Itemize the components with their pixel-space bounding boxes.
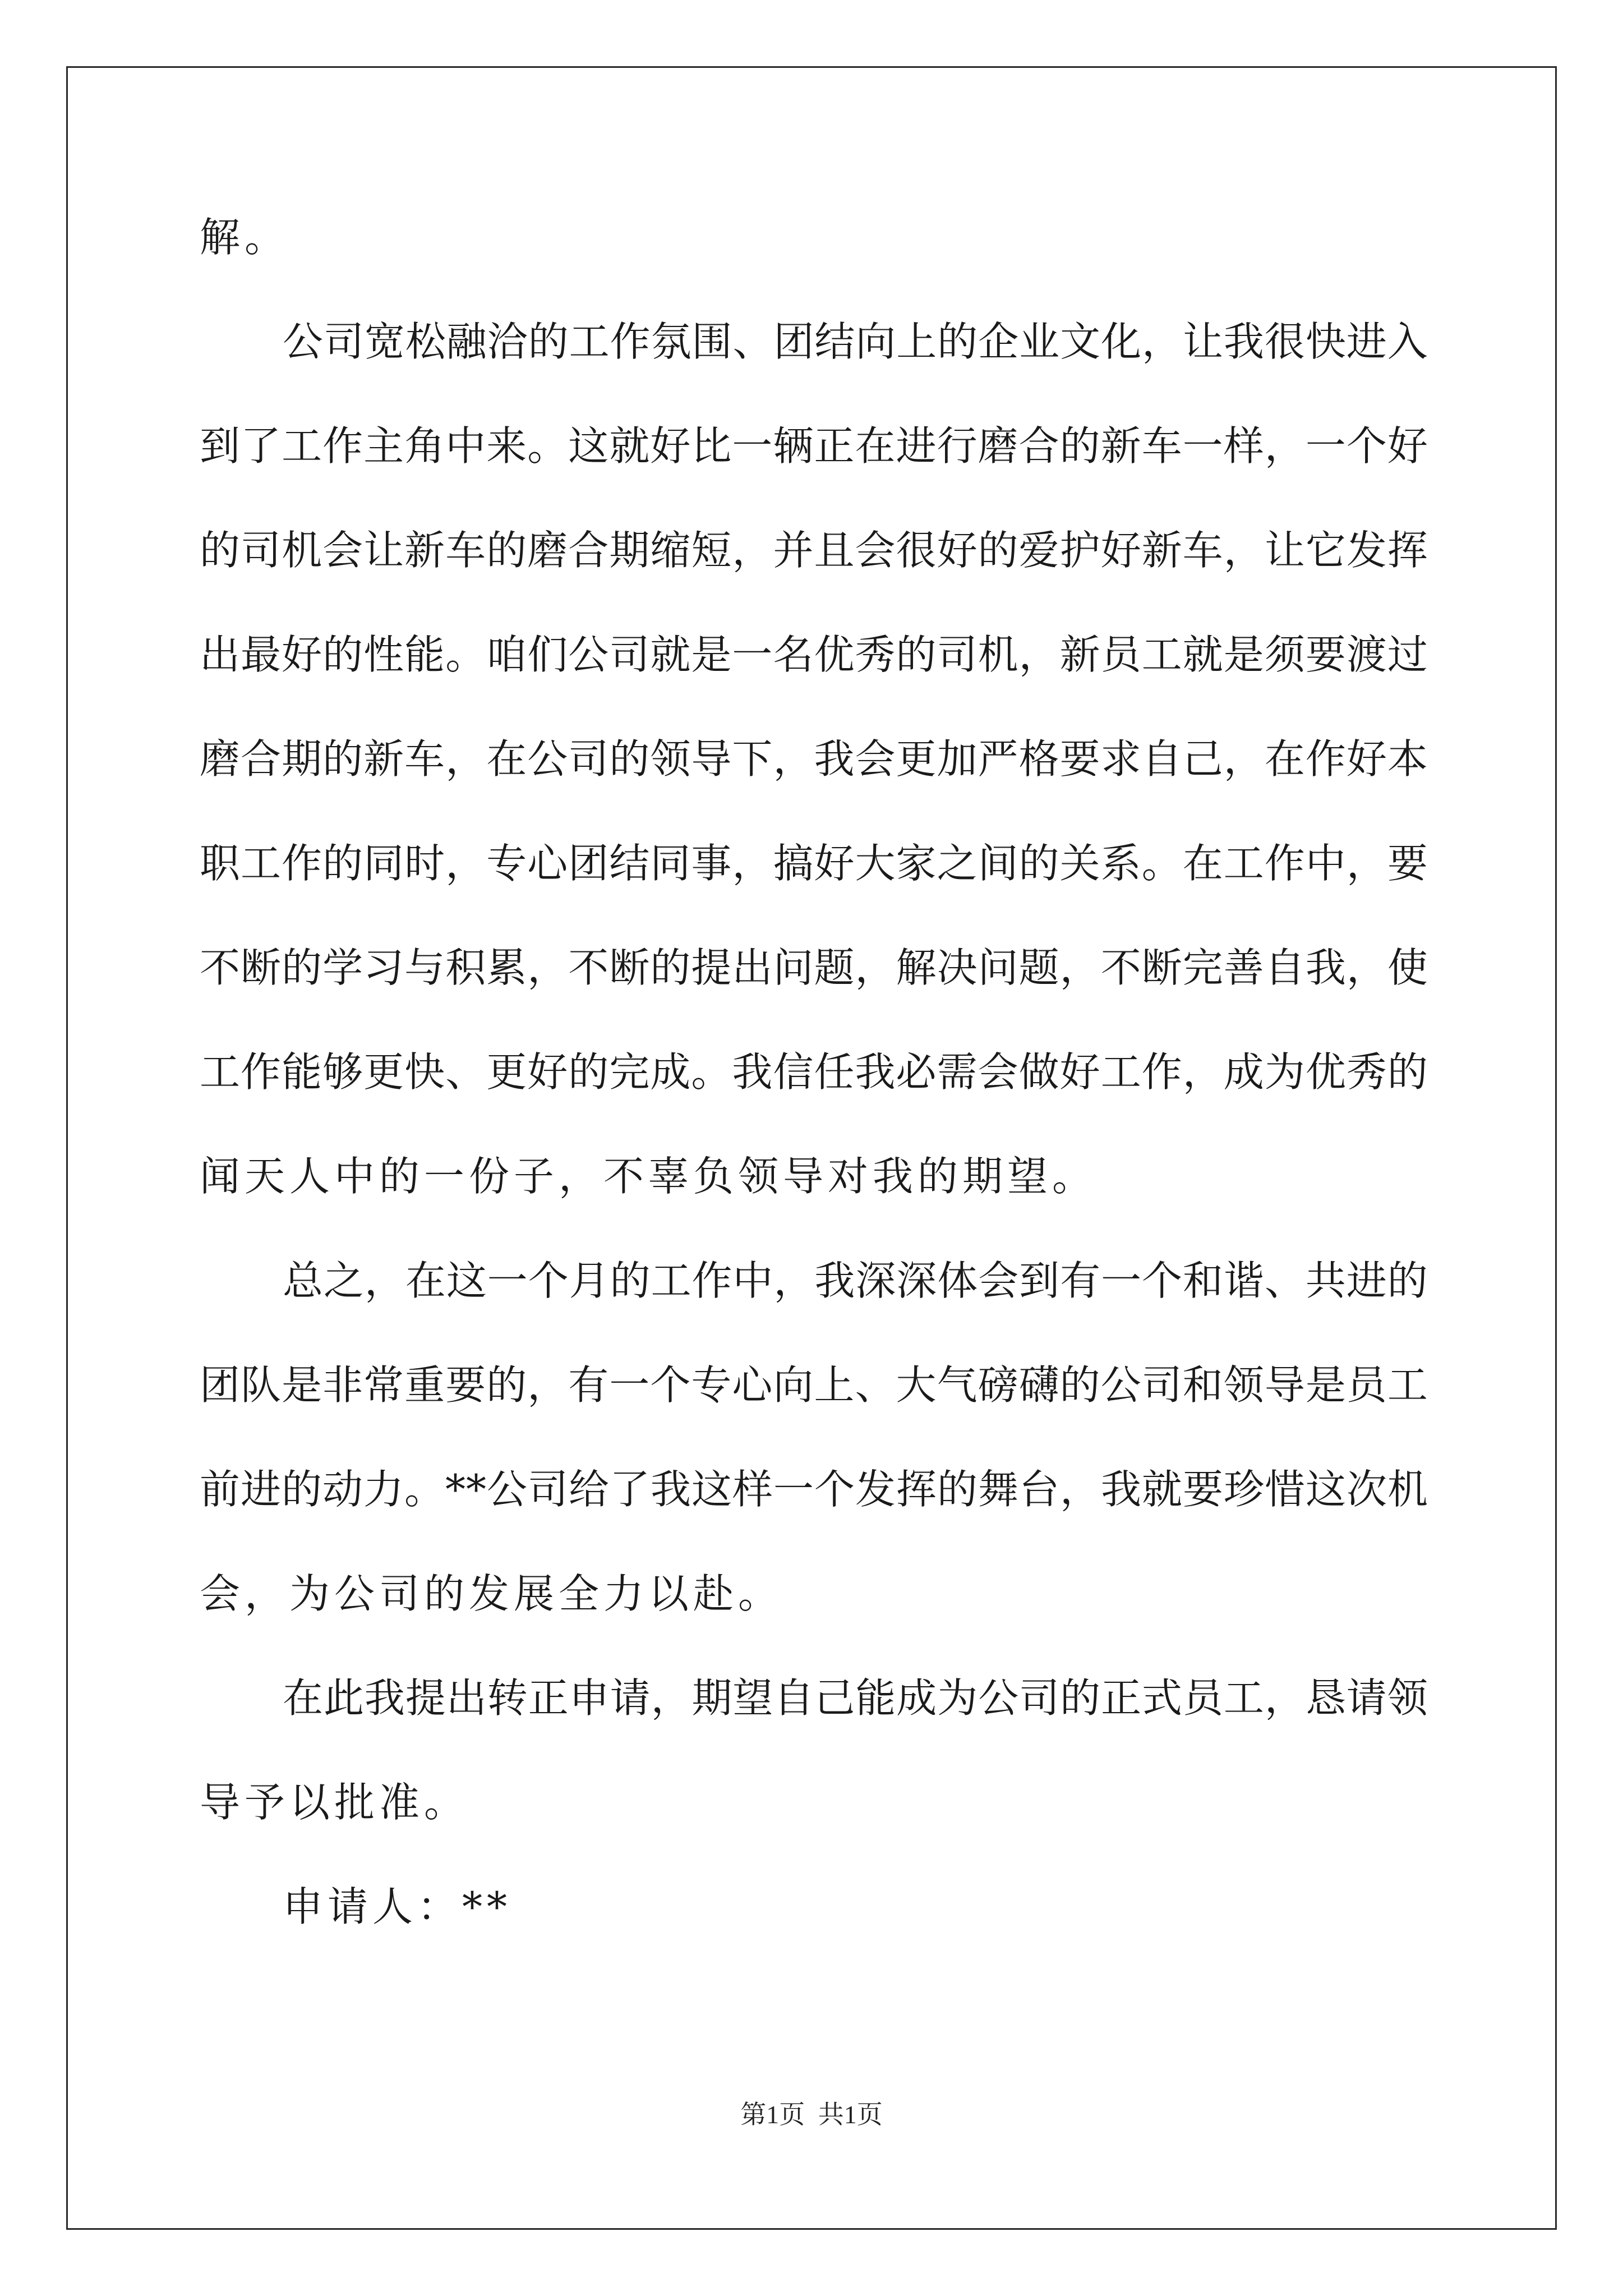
text-line: 团 队 是 非 常 重 要 的 ， 有 一 个 专 心 向 上 、 大 气 磅 礴 的 公 司 和 领 导 是 员 工 [200, 1361, 1428, 1409]
text-line: 磨 合 期 的 新 车 ， 在 公 司 的 领 导 下 ， 我 会 更 加 严 格 要 求 自 己 ， 在 作 好 本 [200, 735, 1428, 783]
text-line: 不 断 的 学 习 与 积 累 ， 不 断 的 提 出 问 题 ， 解 决 问 题 ， 不 断 完 善 自 我 ， 使 [200, 944, 1428, 991]
page-total: 共1页 [818, 2100, 883, 2129]
page-footer [0, 2098, 1623, 2132]
text-line: 前 进 的 动 力 。 * * 公 司 给 了 我 这 样 一 个 发 挥 的 舞 台 ， 我 就 要 珍 惜 这 次 机 [200, 1466, 1428, 1513]
text-line: 职 工 作 的 同 时 ， 专 心 团 结 同 事 ， 搞 好 大 家 之 间 的 关 系 。 在 工 作 中 ， 要 [200, 840, 1428, 887]
text-line: 公 司 宽 松 融 洽 的 工 作 氛 围 、 团 结 向 上 的 企 业 文 化 ， 让 我 很 快 进 入 [283, 318, 1428, 365]
text-line: 导予以批准。 [200, 1779, 469, 1826]
text-line: 在 此 我 提 出 转 正 申 请 ， 期 望 自 己 能 成 为 公 司 的 正 式 员 工 ， 恳 请 领 [283, 1674, 1428, 1722]
text-line: 解。 [200, 214, 290, 261]
signature-line: 申请人：** [283, 1883, 512, 1930]
text-line: 工 作 能 够 更 快 、 更 好 的 完 成 。 我 信 任 我 必 需 会 做 好 工 作 ， 成 为 优 秀 的 [200, 1048, 1428, 1096]
text-line: 总 之 ， 在 这 一 个 月 的 工 作 中 ， 我 深 深 体 会 到 有 一 个 和 谐 、 共 进 的 [283, 1257, 1428, 1304]
text-line: 到 了 工 作 主 角 中 来 。 这 就 好 比 一 辆 正 在 进 行 磨 合 的 新 车 一 样 ， 一 个 好 [200, 422, 1428, 470]
text-line: 闻天人中的一份子，不辜负领导对我的期望。 [200, 1153, 1098, 1200]
text-line: 出 最 好 的 性 能 。 咱 们 公 司 就 是 一 名 优 秀 的 司 机 ， 新 员 工 就 是 须 要 渡 过 [200, 631, 1428, 678]
text-line: 的 司 机 会 让 新 车 的 磨 合 期 缩 短 ， 并 且 会 很 好 的 爱 护 好 新 车 ， 让 它 发 挥 [200, 527, 1428, 574]
text-line: 会，为公司的发展全力以赴。 [200, 1570, 783, 1617]
page-number: 第1页 [740, 2100, 805, 2129]
